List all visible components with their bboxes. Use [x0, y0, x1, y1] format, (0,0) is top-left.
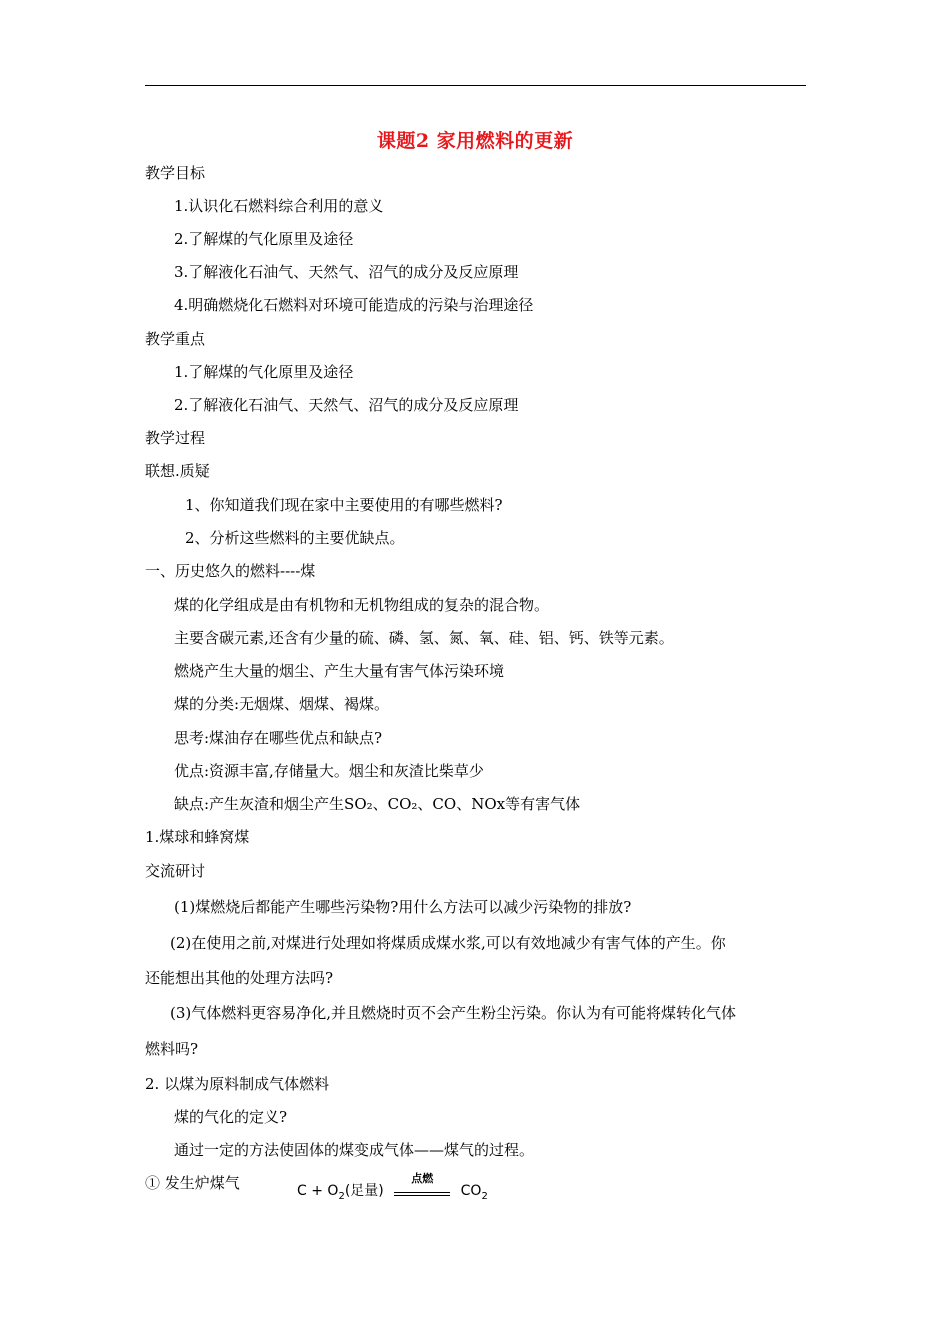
paragraph: 缺点:产生灰渣和烟尘产生SO₂、CO₂、CO、NOx等有害气体	[174, 795, 581, 813]
discussion-item-cont: 还能想出其他的处理方法吗?	[145, 969, 334, 987]
paragraph: 主要含碳元素,还含有少量的硫、磷、氢、氮、氧、硅、铝、钙、铁等元素。	[174, 629, 674, 647]
paragraph: 优点:资源丰富,存储量大。烟尘和灰渣比柴草少	[174, 762, 484, 780]
equation-reactants: C + O	[297, 1183, 339, 1199]
list-item: ① 发生炉煤气	[145, 1174, 240, 1192]
equation-subscript: 2	[481, 1190, 488, 1202]
paragraph: 煤的分类:无烟煤、烟煤、褐煤。	[174, 695, 390, 713]
goal-item: 4.明确燃烧化石燃料对环境可能造成的污染与治理途径	[174, 296, 534, 314]
discussion-item: (1)煤燃烧后都能产生哪些污染物?用什么方法可以减少污染物的排放?	[174, 898, 632, 916]
subheading: 1.煤球和蜂窝煤	[145, 828, 250, 846]
section-heading-coal: 一、历史悠久的燃料----煤	[145, 562, 316, 580]
section-heading-goals: 教学目标	[145, 164, 206, 182]
equation-qualifier: (足量)	[344, 1183, 384, 1199]
keypoint-item: 1.了解煤的气化原里及途径	[174, 363, 354, 381]
chemical-equation	[297, 1172, 488, 1202]
discussion-item: (2)在使用之前,对煤进行处理如将煤质成煤水浆,可以有效地减少有害气体的产生。你	[170, 934, 726, 952]
discussion-item-cont: 燃料吗?	[145, 1040, 199, 1058]
section-heading-process: 教学过程	[145, 429, 206, 447]
page-title: 课题2 家用燃料的更新	[376, 130, 574, 152]
equation-bar	[394, 1192, 450, 1193]
section-heading-keypoints: 教学重点	[145, 330, 206, 348]
equation-condition: 点燃	[411, 1172, 434, 1185]
subheading-think: 联想.质疑	[145, 462, 210, 480]
paragraph: 思考:煤油存在哪些优点和缺点?	[174, 729, 383, 747]
question-item: 1、你知道我们现在家中主要使用的有哪些燃料?	[185, 496, 503, 514]
discussion-item: (3)气体燃料更容易净化,并且燃烧时页不会产生粉尘污染。你认为有可能将煤转化气体	[170, 1004, 737, 1022]
paragraph: 煤的化学组成是由有机物和无机物组成的复杂的混合物。	[174, 596, 550, 614]
equation-product: CO	[460, 1183, 482, 1199]
keypoint-item: 2.了解液化石油气、天然气、沼气的成分及反应原理	[174, 396, 519, 414]
question-item: 2、分析这些燃料的主要优缺点。	[185, 529, 405, 547]
paragraph: 煤的气化的定义?	[174, 1108, 288, 1126]
equation-subscript: 2	[338, 1190, 345, 1202]
subheading: 2. 以煤为原料制成气体燃料	[145, 1075, 330, 1093]
goal-item: 1.认识化石燃料综合利用的意义	[174, 197, 384, 215]
goal-item: 3.了解液化石油气、天然气、沼气的成分及反应原理	[174, 263, 519, 281]
paragraph: 通过一定的方法使固体的煤变成气体——煤气的过程。	[174, 1141, 535, 1159]
equation-bar	[394, 1195, 450, 1196]
goal-item: 2.了解煤的气化原里及途径	[174, 230, 354, 248]
subheading: 交流研讨	[145, 862, 206, 880]
paragraph: 燃烧产生大量的烟尘、产生大量有害气体污染环境	[174, 662, 505, 680]
header-rule	[145, 85, 806, 86]
equation-arrow	[394, 1172, 450, 1200]
